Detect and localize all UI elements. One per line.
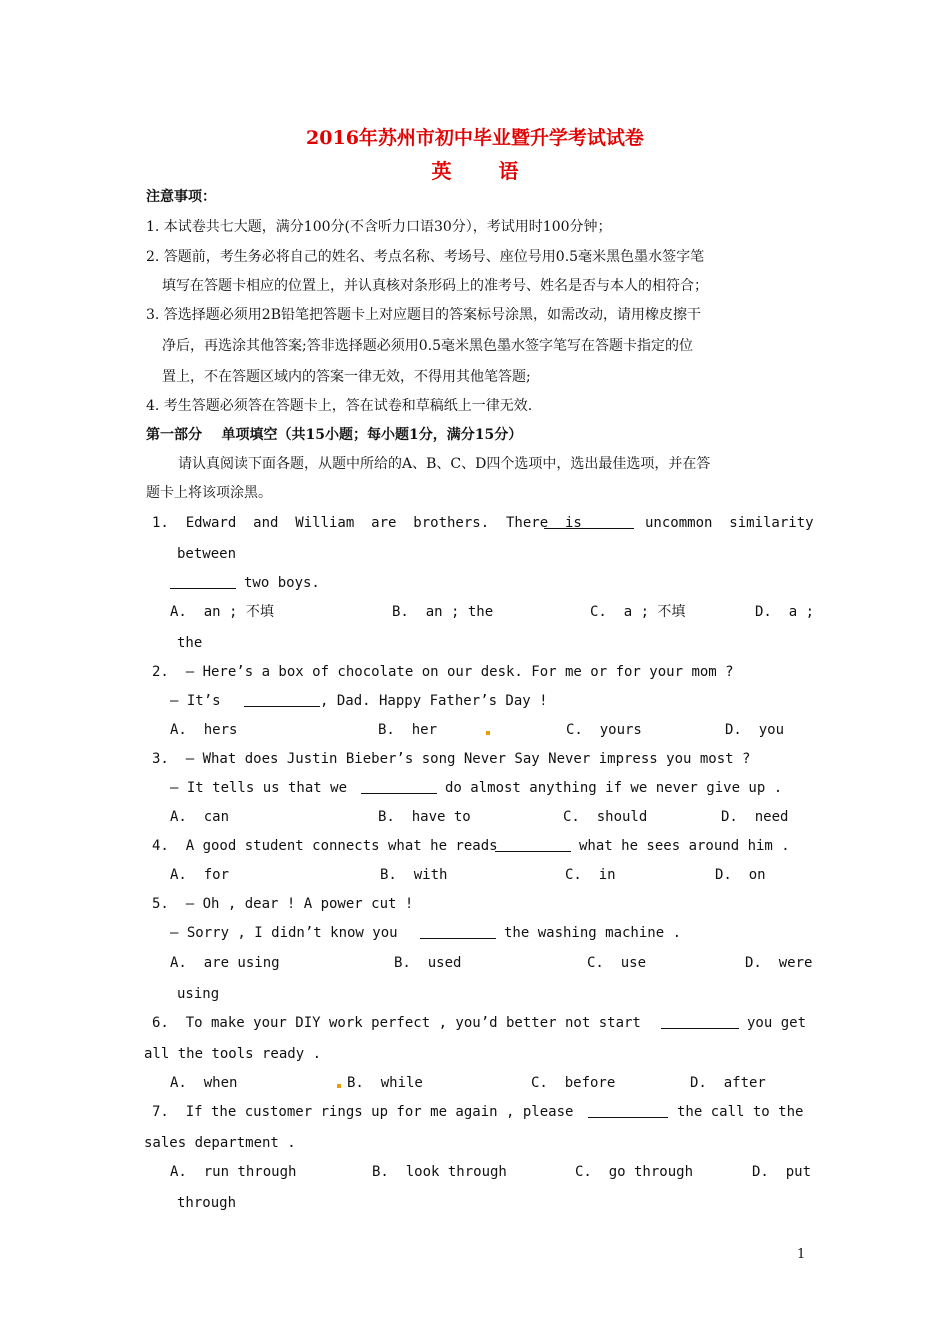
question-6-option-d: D. after — [690, 1075, 766, 1091]
question-2-option-c: C. yours — [566, 722, 642, 738]
question-2-option-d: D. you — [725, 722, 785, 738]
question-5-option-a-cont: using — [177, 986, 220, 1002]
question-5-option-c: C. use — [587, 955, 647, 971]
question-5-line-2-start: — Sorry , I didn’t know you — [170, 925, 398, 941]
question-3-option-c: C. should — [563, 809, 648, 825]
question-6-option-c: C. before — [531, 1075, 616, 1091]
question-1-option-c: C. a ; 不填 — [590, 604, 686, 620]
note-4: 4. 考生答题必须答在答题卡上，答在试卷和草稿纸上一律无效. — [146, 398, 533, 414]
question-7-blank — [588, 1103, 668, 1118]
question-3-line-2-end: do almost anything if we never give up . — [445, 780, 783, 796]
question-4-option-b: B. with — [380, 867, 448, 883]
note-3-line-1: 3. 答选择题必须用2B铅笔把答题卡上对应题目的答案标号涂黑，如需改动，请用橡皮擦干 — [146, 307, 702, 323]
question-7-stem-start: 7. If the customer rings up for me again , please — [152, 1104, 574, 1120]
question-7-stem-end: the call to the — [677, 1104, 804, 1120]
question-5-option-a: A. are using — [170, 955, 280, 971]
question-1-line-2: between — [177, 546, 237, 562]
question-1-option-d-cont: the — [177, 635, 203, 651]
question-6-line-2: all the tools ready . — [144, 1046, 322, 1062]
part1-intro-line-2: 题卡上将该项涂黑。 — [146, 485, 272, 501]
question-4-stem-end: what he sees around him . — [579, 838, 790, 854]
question-5-blank — [420, 924, 496, 939]
question-5-line-2-end: the washing machine . — [504, 925, 682, 941]
question-3-blank — [361, 779, 437, 794]
question-2-blank — [244, 692, 320, 707]
question-7-option-b: B. look through — [372, 1164, 507, 1180]
part1-heading: 第一部分 单项填空（共15小题；每小题1分，满分15分） — [146, 427, 523, 443]
question-1-blank-2 — [170, 574, 236, 589]
question-1-blank-1 — [544, 514, 634, 529]
question-6-blank — [661, 1014, 739, 1029]
question-5-option-d: D. were — [745, 955, 813, 971]
question-5-option-b: B. used — [394, 955, 462, 971]
note-1: 1. 本试卷共七大题，满分100分(不含听力口语30分），考试用时100分钟； — [146, 219, 612, 235]
question-1-line-3: two boys. — [244, 575, 320, 591]
question-6-option-b: B. while — [347, 1075, 423, 1091]
question-4-option-a: A. for — [170, 867, 230, 883]
question-7-option-d: D. put — [752, 1164, 812, 1180]
question-2-option-a: A. hers — [170, 722, 238, 738]
question-3-option-b: B. have to — [378, 809, 471, 825]
question-2-line-2-start: — It’s — [170, 693, 221, 709]
part1-intro-line-1: 请认真阅读下面各题，从题中所给的A、B、C、D四个选项中，选出最佳选项，并在答 — [178, 456, 711, 472]
question-5-stem: 5. — Oh , dear ! A power cut ! — [152, 896, 414, 912]
question-1-option-b: B. an ; the — [392, 604, 494, 620]
question-1-option-d: D. a ; — [755, 604, 815, 620]
question-6-stem-end: you get — [747, 1015, 807, 1031]
page-number: 1 — [797, 1247, 806, 1262]
note-3-line-3: 置上，不在答题区域内的答案一律无效，不得用其他笔答题; — [162, 369, 531, 385]
question-7-line-2: sales department . — [144, 1135, 296, 1151]
question-1-option-a: A. an ; 不填 — [170, 604, 274, 620]
question-3-option-a: A. can — [170, 809, 230, 825]
question-2-stem: 2. — Here’s a box of chocolate on our desk. For me or for your mom ? — [152, 664, 734, 680]
subject-title: 英 语 — [431, 159, 539, 183]
question-1-stem-end: uncommon similarity — [645, 515, 814, 531]
question-4-option-c: C. in — [565, 867, 616, 883]
question-6-option-a: A. when — [170, 1075, 238, 1091]
mark-dot — [486, 731, 490, 735]
question-7-option-a: A. run through — [170, 1164, 297, 1180]
notes-heading: 注意事项： — [146, 189, 216, 205]
question-3-stem: 3. — What does Justin Bieber’s song Never Say Never impress you most ? — [152, 751, 751, 767]
question-1-stem: 1. Edward and William are brothers. There is — [152, 515, 582, 531]
question-7-option-d-cont: through — [177, 1195, 237, 1211]
mark-dot — [337, 1084, 341, 1088]
note-2-line-2: 填写在答题卡相应的位置上，并认真核对条形码上的准考号、姓名是否与本人的相符合； — [162, 278, 708, 294]
note-3-line-2: 净后，再选涂其他答案;答非选择题必须用0.5毫米黑色墨水签字笔写在答题卡指定的位 — [162, 338, 693, 354]
note-2-line-1: 2. 答题前，考生务必将自己的姓名、考点名称、考场号、座位号用0.5毫米黑色墨水签字笔 — [146, 249, 705, 265]
question-3-option-d: D. need — [721, 809, 789, 825]
question-2-option-b: B. her — [378, 722, 438, 738]
question-4-option-d: D. on — [715, 867, 766, 883]
question-6-stem-start: 6. To make your DIY work perfect , you’d better not start — [152, 1015, 641, 1031]
question-3-line-2-start: — It tells us that we — [170, 780, 348, 796]
question-4-blank — [495, 837, 571, 852]
question-2-line-2-end: , Dad. Happy Father’s Day ! — [320, 693, 548, 709]
exam-title: 2016年苏州市初中毕业暨升学考试试卷 — [306, 127, 644, 149]
question-7-option-c: C. go through — [575, 1164, 694, 1180]
question-4-stem-start: 4. A good student connects what he reads — [152, 838, 498, 854]
